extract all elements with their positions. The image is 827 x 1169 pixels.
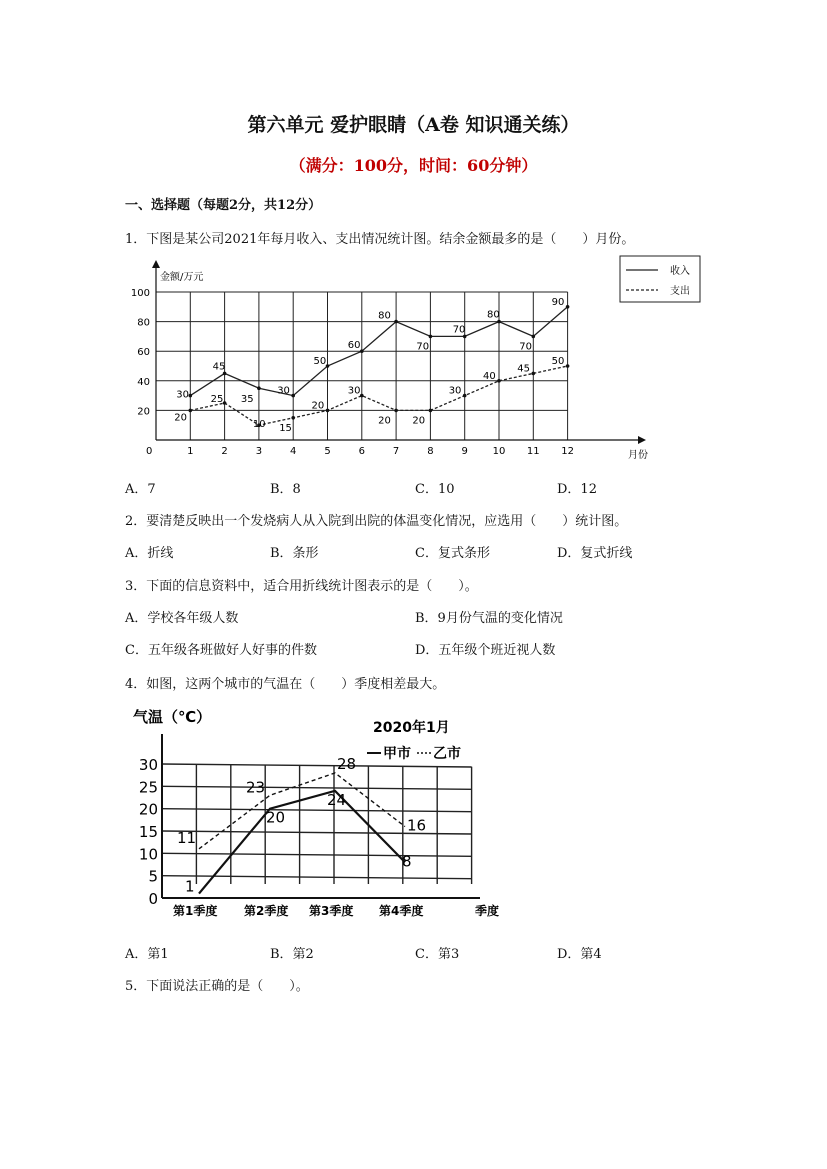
x-tick-label: 8 <box>427 446 434 457</box>
x-tick-label: 12 <box>561 446 574 457</box>
data-point-收入 <box>394 320 398 324</box>
x-tick-label: 9 <box>461 446 468 457</box>
data-point-支出 <box>429 409 433 413</box>
grid-hline <box>162 786 472 789</box>
data-label-乙市: 11 <box>177 828 197 847</box>
y-tick-label: 20 <box>137 406 150 418</box>
y-tick-label: 15 <box>138 823 158 841</box>
y-tick-label: 0 <box>148 890 158 908</box>
grid-hline <box>162 876 472 879</box>
question-5: 5．下面说法正确的是（ ）。 <box>125 979 309 994</box>
data-label-支出: 20 <box>378 415 391 427</box>
grid-hline <box>162 764 472 767</box>
data-label-支出: 30 <box>448 385 462 397</box>
q2-option-d[interactable]: D．复式折线 <box>557 546 633 561</box>
y-tick-label: 40 <box>137 376 150 388</box>
y-axis-label: 金额/万元 <box>160 272 204 283</box>
data-point-收入 <box>532 335 536 339</box>
y-axis-label: 气温（℃） <box>133 708 212 726</box>
data-label-收入: 30 <box>176 389 190 401</box>
q3-option-c[interactable]: C．五年级各班做好人好事的件数 <box>125 643 317 658</box>
x-axis-arrow <box>638 436 646 444</box>
data-label-支出: 50 <box>551 356 565 367</box>
y-tick-label: 10 <box>138 845 158 864</box>
legend-label-支出: 支出 <box>670 286 690 297</box>
q4-option-b[interactable]: B．第2 <box>270 947 314 962</box>
data-point-收入 <box>291 394 295 398</box>
chart-income-expense <box>120 248 710 470</box>
data-label-乙市: 28 <box>337 754 357 773</box>
data-label-支出: 30 <box>347 385 361 397</box>
data-point-收入 <box>257 386 261 390</box>
data-label-乙市: 16 <box>407 816 427 835</box>
question-2: 2．要清楚反映出一个发烧病人从入院到出院的体温变化情况，应选用（ ）统计图。 <box>125 514 628 529</box>
y-axis-arrow <box>152 260 160 268</box>
x-tick-label: 第1季度 <box>173 904 218 918</box>
x-tick-label: 1 <box>187 446 194 457</box>
data-label-收入: 30 <box>277 385 290 397</box>
grid-hline <box>162 853 472 856</box>
x-tick-label: 第2季度 <box>244 904 289 918</box>
x-tick-label: 2 <box>221 446 228 457</box>
q2-option-b[interactable]: B．条形 <box>270 546 319 561</box>
question-4: 4．如图，这两个城市的气温在（ ）季度相差最大。 <box>125 677 446 692</box>
x-tick-label: 第3季度 <box>309 904 354 918</box>
data-label-收入: 70 <box>519 341 533 353</box>
y-tick-label: 100 <box>130 288 150 299</box>
data-label-支出: 20 <box>174 412 188 424</box>
data-label-支出: 15 <box>279 422 292 434</box>
y-tick-label: 80 <box>137 317 150 329</box>
x-tick-label: 7 <box>392 446 400 457</box>
page-subtitle: （满分：100分，时间：60分钟） <box>289 156 538 175</box>
data-label-支出: 45 <box>517 363 531 375</box>
x-tick-label: 11 <box>526 446 540 457</box>
x-tick-label: 4 <box>290 446 297 457</box>
data-label-收入: 60 <box>347 340 361 352</box>
data-label-收入: 80 <box>487 309 500 321</box>
q1-option-d[interactable]: D．12 <box>557 482 597 497</box>
data-point-支出 <box>326 409 330 413</box>
data-label-乙市: 23 <box>246 778 266 797</box>
data-label-支出: 10 <box>252 419 266 431</box>
x-tick-label: 6 <box>358 446 365 457</box>
q4-option-d[interactable]: D．第4 <box>557 947 602 962</box>
data-label-支出: 40 <box>483 370 496 382</box>
data-label-收入: 70 <box>416 341 430 353</box>
data-point-收入 <box>326 364 330 368</box>
origin-label: 0 <box>146 446 153 457</box>
data-point-支出 <box>291 416 295 420</box>
q1-option-c[interactable]: C．10 <box>415 482 455 497</box>
x-tick-label: 3 <box>255 446 263 457</box>
chart-title: 2020年1月 <box>373 720 450 736</box>
y-tick-label: 20 <box>138 800 158 819</box>
section-heading: 一、选择题（每题2分，共12分） <box>125 198 322 213</box>
data-label-支出: 20 <box>412 415 426 427</box>
data-label-收入: 90 <box>551 296 565 308</box>
legend-label-乙市: 乙市 <box>433 746 461 762</box>
data-label-支出: 20 <box>311 400 325 412</box>
data-label-收入: 45 <box>212 361 226 373</box>
data-label-支出: 25 <box>210 394 224 405</box>
data-point-支出 <box>189 409 193 413</box>
data-point-支出 <box>532 372 536 376</box>
y-tick-label: 5 <box>148 867 158 886</box>
data-label-甲市: 1 <box>185 877 195 896</box>
q2-option-c[interactable]: C．复式条形 <box>415 546 490 561</box>
y-tick-label: 25 <box>138 778 158 797</box>
q1-option-a[interactable]: A．7 <box>125 482 156 497</box>
q3-option-a[interactable]: A．学校各年级人数 <box>125 611 239 626</box>
x-tick-label: 5 <box>324 446 331 457</box>
data-label-甲市: 20 <box>266 808 286 827</box>
x-tick-label: 10 <box>492 446 506 457</box>
legend-label-甲市: 甲市 <box>383 746 411 762</box>
q3-option-d[interactable]: D．五年级个班近视人数 <box>415 643 556 658</box>
data-label-收入: 35 <box>240 394 254 406</box>
data-label-收入: 80 <box>378 310 391 322</box>
data-point-支出 <box>394 409 398 413</box>
legend-label-收入: 收入 <box>670 266 690 277</box>
question-1: 1．下图是某公司2021年每月收入、支出情况统计图。结余金额最多的是（ ）月份。 <box>125 232 635 247</box>
data-label-收入: 50 <box>313 356 327 367</box>
q2-option-a[interactable]: A．折线 <box>125 546 174 561</box>
q1-option-b[interactable]: B．8 <box>270 482 301 497</box>
y-tick-label: 30 <box>138 756 158 774</box>
page-title: 第六单元 爱护眼睛（A卷 知识通关练） <box>247 114 580 136</box>
data-point-支出 <box>463 394 467 398</box>
data-point-支出 <box>497 379 501 383</box>
q4-option-a[interactable]: A．第1 <box>125 947 169 962</box>
y-tick-label: 60 <box>137 347 150 359</box>
x-axis-label: 月份 <box>628 450 648 461</box>
q3-option-b[interactable]: B．9月份气温的变化情况 <box>415 611 563 626</box>
data-label-甲市: 24 <box>327 790 347 809</box>
data-label-收入: 70 <box>452 324 466 336</box>
question-3: 3．下面的信息资料中，适合用折线统计图表示的是（ ）。 <box>125 579 478 594</box>
x-axis-label: 季度 <box>475 904 500 918</box>
grid-hline <box>162 809 472 812</box>
x-tick-label: 第4季度 <box>379 904 424 918</box>
data-point-收入 <box>566 305 570 309</box>
chart-city-temperature <box>125 700 525 930</box>
data-label-甲市: 8 <box>402 852 412 871</box>
q4-option-c[interactable]: C．第3 <box>415 947 460 962</box>
data-point-支出 <box>566 364 570 368</box>
data-point-收入 <box>429 335 433 339</box>
